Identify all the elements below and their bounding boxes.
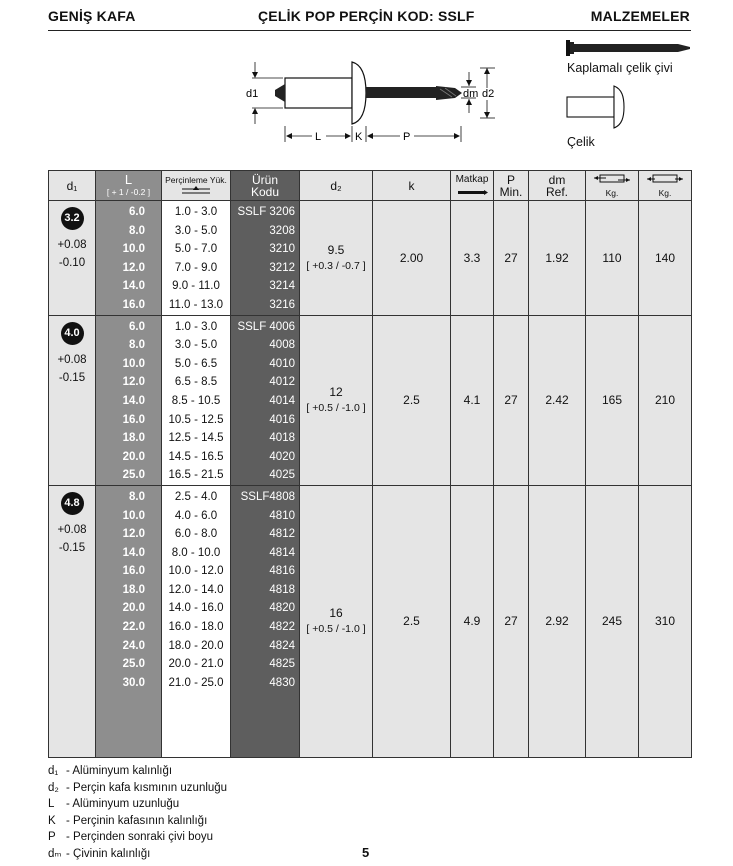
col-dm [529,171,586,201]
grip-range-value: 2.5 - 4.0 [174,490,218,503]
tensile-value: 310 [654,614,676,629]
page-number: 5 [362,845,370,860]
L-value: 6.0 [129,320,145,333]
legend-item [48,780,227,797]
L-value: 12.0 [122,261,145,274]
dm-label: dm [463,88,479,100]
L-value: 16.0 [122,298,145,311]
d1-badge: 4.0 [61,322,84,345]
shear-value: 165 [601,393,623,408]
P-value: 27 [504,393,518,408]
legend-key: L [48,798,55,810]
P-value: 27 [504,250,518,265]
shear-force-icon [592,173,632,185]
tensile-cell [639,315,692,485]
legend-key: d₂ [48,781,59,794]
grip-range-value: 6.5 - 8.5 [174,376,218,389]
product-code-value: 4810 [269,509,295,522]
L-values-cell [96,485,162,757]
L-value: 14.0 [122,394,145,407]
d2-value: 9.5 [327,242,345,257]
product-code-value: 4825 [269,658,295,671]
P-cell [494,315,529,485]
product-code-value: 4824 [269,639,295,652]
L-value: 18.0 [122,432,145,445]
k-value: 2.5 [403,393,420,408]
drill-cell [451,201,494,316]
grip-range-value: 4.0 - 6.0 [174,509,218,522]
P-label: P [403,131,411,143]
L-value: 12.0 [122,528,145,541]
d1-tol-minus: -0.15 [58,371,86,384]
grip-range-value: 10.5 - 12.5 [168,413,224,426]
shear-value: 245 [601,614,623,629]
product-code-value: SSLF 3206 [237,206,295,218]
L-value: 10.0 [122,243,145,256]
length-dimension [285,126,461,142]
grip-range-value: 3.0 - 5.0 [174,224,218,237]
dm-cell [529,315,586,485]
L-value: 25.0 [122,658,145,671]
col-code-line1: Ürün [251,172,278,187]
grip-range-value: 5.0 - 7.0 [174,243,218,256]
L-value: 16.0 [122,565,145,578]
mandrel-material-label: Kaplamalı çelik çivi [567,61,673,75]
product-code-value: 4816 [269,565,295,578]
dm-value: 2.42 [545,393,569,408]
d1-badge: 4.8 [61,492,84,515]
drill-value: 4.9 [463,614,481,629]
product-code-value: 4020 [269,450,295,463]
col-L-tolerance: [ + 1 / -0.2 ] [106,186,151,197]
col-grip-title: Perçinleme Yük. [165,174,227,185]
drill-cell [451,485,494,757]
grip-range-value: 1.0 - 3.0 [174,320,218,333]
drill-bit-icon [454,188,490,196]
L-value: 8.0 [129,490,145,503]
legend-text: - Perçinden sonraki çivi boyu [66,831,214,843]
col-drill-title: Matkap [455,173,489,185]
mandrel-nail-icon [566,40,690,56]
col-P-line1: P [506,172,515,187]
col-product-code [231,171,300,201]
spec-group-row [49,201,692,316]
grip-range-icon [176,186,216,196]
product-code-value: 4008 [269,339,295,352]
col-shear [586,171,639,201]
legend-text: - Perçin kafa kısmının uzunluğu [66,781,228,794]
legend [48,763,227,862]
grip-range-value: 7.0 - 9.0 [174,261,218,274]
grip-range-value: 12.5 - 14.5 [168,432,224,445]
col-d1: d₁ [49,171,96,201]
product-code-value: 4814 [269,546,295,559]
rivet-spec-table [48,170,692,758]
legend-item [48,846,227,863]
grip-range-cell [162,485,231,757]
product-code-value: 4812 [269,528,295,541]
col-shear-unit: Kg. [605,187,619,198]
grip-range-value: 8.5 - 10.5 [171,394,221,407]
L-value: 20.0 [122,450,145,463]
legend-key: dₘ [48,847,62,860]
L-value: 6.0 [129,206,145,218]
d2-value: 12 [329,385,343,400]
product-code-value: 4012 [269,376,295,389]
col-k: k [373,171,451,201]
grip-range-value: 9.0 - 11.0 [172,280,220,293]
header-right-title: MALZEMELER [590,8,690,24]
grip-range-value: 10.0 - 12.0 [168,565,224,578]
product-code-value: 4818 [269,583,295,596]
k-value: 2.00 [399,250,424,265]
tensile-cell [639,485,692,757]
grip-range-cell [162,201,231,316]
P-cell [494,201,529,316]
product-code-value: 4010 [269,357,295,370]
product-code-cell [231,315,300,485]
dm-value: 2.92 [545,614,569,629]
grip-range-value: 16.5 - 21.5 [168,469,224,482]
k-cell [373,485,451,757]
L-label: L [315,131,322,143]
L-value: 22.0 [122,621,145,634]
L-value: 14.0 [122,546,145,559]
product-code-cell [231,201,300,316]
grip-range-value: 20.0 - 21.0 [168,658,224,671]
d2-value: 16 [329,606,343,621]
grip-range-value: 16.0 - 18.0 [168,621,224,634]
d2-cell [300,315,373,485]
grip-range-value: 8.0 - 10.0 [171,546,221,559]
d1-badge: 3.2 [61,207,84,230]
spec-group-row [49,315,692,485]
rivet-diagram [0,0,733,170]
L-values-cell [96,201,162,316]
grip-range-value: 14.0 - 16.0 [168,602,224,615]
product-code-value: 3210 [269,243,295,256]
shear-cell [586,485,639,757]
grip-range-cell [162,315,231,485]
legend-text: - Alüminyum kalınlığı [66,765,173,777]
L-value: 12.0 [122,376,145,389]
body-material-label: Çelik [567,135,595,149]
L-value: 20.0 [122,602,145,615]
product-code-value: 4820 [269,602,295,615]
L-value: 16.0 [122,413,145,426]
product-code-value: SSLF4808 [240,490,295,503]
tensile-cell [639,201,692,316]
k-cell [373,201,451,316]
col-tensile [639,171,692,201]
product-code-value: 3216 [269,298,295,311]
grip-range-value: 18.0 - 20.0 [168,639,224,652]
product-code-value: 3212 [269,261,295,274]
L-value: 24.0 [122,639,145,652]
d1-tol-minus: -0.15 [58,541,86,554]
tensile-value: 140 [654,250,676,265]
product-code-value: 4014 [269,394,295,407]
L-value: 30.0 [122,676,145,689]
shear-cell [586,201,639,316]
d1-tol-plus: +0.08 [57,353,87,366]
legend-key: P [48,831,56,843]
col-dm-line2: Ref. [545,184,568,199]
col-L-title: L [124,171,133,187]
P-cell [494,485,529,757]
L-value: 10.0 [122,357,145,370]
col-tensile-unit: Kg. [658,187,672,198]
k-value: 2.5 [403,614,420,629]
header-left-title: GENİŞ KAFA [48,8,136,24]
d1-cell [49,315,96,485]
d2-cell [300,485,373,757]
legend-item [48,813,227,830]
legend-text: - Perçinin kafasının kalınlığı [66,814,208,827]
grip-range-value: 5.0 - 6.5 [174,357,218,370]
drill-value: 3.3 [463,250,481,265]
legend-key: d₁ [48,765,59,777]
product-code-value: 3214 [269,280,295,293]
col-drill [451,171,494,201]
L-value: 8.0 [129,224,145,237]
product-code-value: 4016 [269,413,295,426]
dm-cell [529,201,586,316]
product-code-cell [231,485,300,757]
d1-cell [49,485,96,757]
shear-cell [586,315,639,485]
header-center-title: ÇELİK POP PERÇİN KOD: SSLF [258,8,475,24]
d1-cell [49,201,96,316]
dm-value: 1.92 [545,250,569,265]
legend-text: - Alüminyum uzunluğu [66,798,180,810]
col-dm-line1: dm [548,172,566,187]
col-P [494,171,529,201]
d1-tol-minus: -0.10 [58,257,86,269]
d2-tolerance: [ +0.5 / -1.0 ] [306,402,366,415]
steel-rivet-icon [567,86,624,128]
product-code-value: SSLF 4006 [237,320,295,333]
shear-value: 110 [602,250,622,265]
product-code-value: 3208 [269,224,295,237]
grip-range-value: 12.0 - 14.0 [168,583,224,596]
d2-label: d2 [482,88,495,100]
product-code-value: 4018 [269,432,295,445]
grip-range-value: 3.0 - 5.0 [174,339,218,352]
table-header-row [49,171,692,201]
grip-range-value: 21.0 - 25.0 [168,676,224,689]
P-value: 27 [504,614,518,629]
col-grip [162,171,231,201]
K-label: K [355,131,363,143]
grip-range-value: 11.0 - 13.0 [168,298,224,311]
grip-range-value: 6.0 - 8.0 [174,528,218,541]
L-values-cell [96,315,162,485]
grip-range-value: 14.5 - 16.5 [168,450,224,463]
d2-cell [300,201,373,316]
tensile-value: 210 [654,393,676,408]
spec-group-row [49,485,692,757]
d2-tolerance: [ +0.3 / -0.7 ] [306,259,366,272]
L-value: 18.0 [122,583,145,596]
legend-item [48,763,227,780]
grip-range-value: 1.0 - 3.0 [174,206,218,218]
col-P-line2: Min. [499,184,523,199]
L-value: 8.0 [129,339,145,352]
d1-label: d1 [246,88,259,100]
col-d2: d₂ [300,171,373,201]
L-value: 25.0 [122,469,145,482]
d1-tol-plus: +0.08 [57,239,87,251]
dm-cell [529,485,586,757]
d1-tol-plus: +0.08 [57,523,87,536]
d2-tolerance: [ +0.5 / -1.0 ] [306,623,366,636]
legend-item [48,796,227,813]
col-L [96,171,162,201]
legend-text: - Çivinin kalınlığı [66,847,151,860]
product-code-value: 4830 [269,676,295,689]
legend-key: K [48,814,56,827]
L-value: 10.0 [122,509,145,522]
col-code-line2: Kodu [250,184,280,199]
k-cell [373,315,451,485]
product-code-value: 4822 [269,621,295,634]
legend-item [48,829,227,846]
L-value: 14.0 [122,280,145,293]
rivet-drawing [275,62,462,124]
drill-value: 4.1 [463,393,481,408]
product-code-value: 4025 [269,469,295,482]
tensile-force-icon [645,173,685,185]
drill-cell [451,315,494,485]
